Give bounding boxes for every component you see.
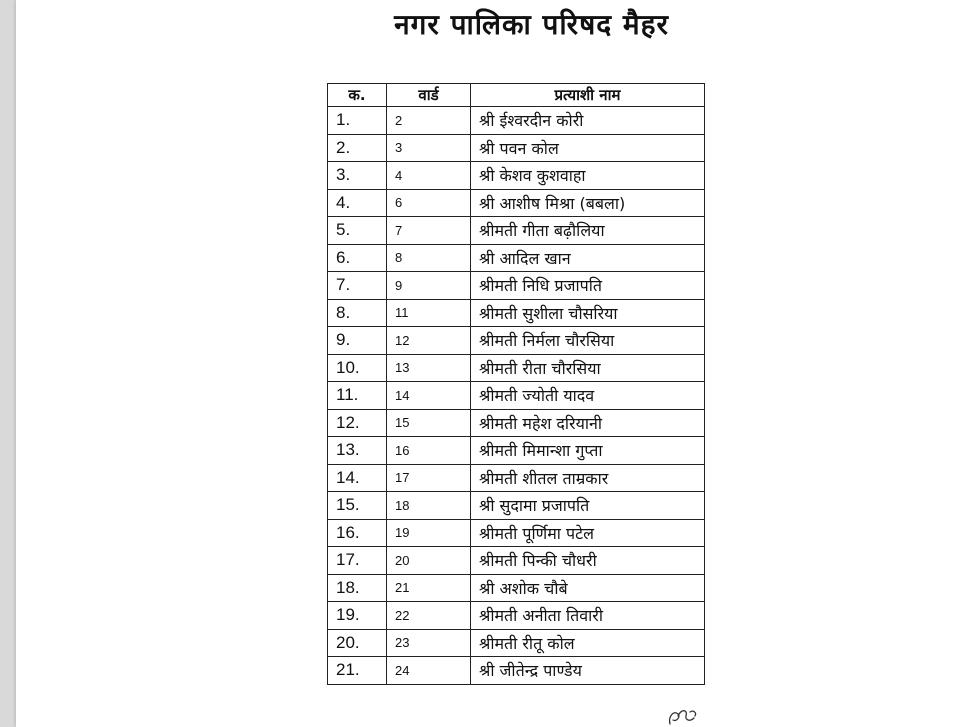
- table-row: [328, 629, 705, 657]
- header-candidate-name: प्रत्याशी नाम: [471, 84, 705, 107]
- table-row: [328, 574, 705, 602]
- row-ward: 18: [387, 492, 471, 520]
- table-row: [328, 272, 705, 300]
- row-serial: 8.: [328, 299, 387, 327]
- row-candidate-name: श्रीमती अनीता तिवारी: [471, 602, 705, 630]
- row-serial: 15.: [328, 492, 387, 520]
- row-ward: 6: [387, 189, 471, 217]
- table-row: [328, 162, 705, 190]
- row-ward: 15: [387, 409, 471, 437]
- row-ward: 3: [387, 134, 471, 162]
- row-candidate-name: श्रीमती गीता बढ़ौलिया: [471, 217, 705, 245]
- row-ward: 14: [387, 382, 471, 410]
- table-row: [328, 189, 705, 217]
- row-serial: 9.: [328, 327, 387, 355]
- header-ward: वार्ड: [387, 84, 471, 107]
- row-candidate-name: श्रीमती निधि प्रजापति: [471, 272, 705, 300]
- row-candidate-name: श्री सुदामा प्रजापति: [471, 492, 705, 520]
- row-ward: 17: [387, 464, 471, 492]
- row-serial: 5.: [328, 217, 387, 245]
- row-serial: 12.: [328, 409, 387, 437]
- row-ward: 19: [387, 519, 471, 547]
- row-candidate-name: श्रीमती महेश दरियानी: [471, 409, 705, 437]
- row-serial: 7.: [328, 272, 387, 300]
- table-row: [328, 299, 705, 327]
- table-row: [328, 602, 705, 630]
- row-ward: 11: [387, 299, 471, 327]
- row-serial: 19.: [328, 602, 387, 630]
- row-ward: 13: [387, 354, 471, 382]
- row-serial: 17.: [328, 547, 387, 575]
- row-serial: 3.: [328, 162, 387, 190]
- row-ward: 7: [387, 217, 471, 245]
- signature-mark: [664, 702, 704, 727]
- row-ward: 20: [387, 547, 471, 575]
- row-candidate-name: श्री आशीष मिश्रा (बबला): [471, 189, 705, 217]
- row-candidate-name: श्री अशोक चौबे: [471, 574, 705, 602]
- row-serial: 13.: [328, 437, 387, 465]
- row-serial: 20.: [328, 629, 387, 657]
- row-candidate-name: श्रीमती रीतू कोल: [471, 629, 705, 657]
- table-row: [328, 107, 705, 135]
- header-serial: क.: [328, 84, 387, 107]
- row-candidate-name: श्रीमती निर्मला चौरसिया: [471, 327, 705, 355]
- row-ward: 16: [387, 437, 471, 465]
- row-serial: 4.: [328, 189, 387, 217]
- row-candidate-name: श्रीमती पूर्णिमा पटेल: [471, 519, 705, 547]
- table-row: [328, 134, 705, 162]
- table-row: [328, 519, 705, 547]
- row-ward: 21: [387, 574, 471, 602]
- row-ward: 8: [387, 244, 471, 272]
- table-row: [328, 327, 705, 355]
- row-candidate-name: श्रीमती ज्योती यादव: [471, 382, 705, 410]
- row-serial: 1.: [328, 107, 387, 135]
- document-title: नगर पालिका परिषद मैहर: [394, 8, 669, 41]
- table-row: [328, 464, 705, 492]
- row-ward: 2: [387, 107, 471, 135]
- table-row: [328, 492, 705, 520]
- row-candidate-name: श्रीमती शीतल ताम्रकार: [471, 464, 705, 492]
- row-ward: 23: [387, 629, 471, 657]
- row-candidate-name: श्री केशव कुशवाहा: [471, 162, 705, 190]
- table-row: [328, 382, 705, 410]
- row-serial: 18.: [328, 574, 387, 602]
- row-candidate-name: श्रीमती पिन्की चौधरी: [471, 547, 705, 575]
- row-serial: 21.: [328, 657, 387, 685]
- row-candidate-name: श्री पवन कोल: [471, 134, 705, 162]
- table-row: [328, 244, 705, 272]
- row-candidate-name: श्रीमती रीता चौरसिया: [471, 354, 705, 382]
- table-row: [328, 217, 705, 245]
- row-ward: 22: [387, 602, 471, 630]
- row-candidate-name: श्रीमती मिमान्शा गुप्ता: [471, 437, 705, 465]
- table-row: [328, 409, 705, 437]
- table-header-row: [328, 84, 705, 107]
- row-serial: 16.: [328, 519, 387, 547]
- table-body: [328, 107, 705, 685]
- row-ward: 9: [387, 272, 471, 300]
- row-ward: 12: [387, 327, 471, 355]
- row-serial: 10.: [328, 354, 387, 382]
- candidates-table: [327, 83, 705, 685]
- table-row: [328, 354, 705, 382]
- row-candidate-name: श्री आदिल खान: [471, 244, 705, 272]
- table-row: [328, 657, 705, 685]
- row-candidate-name: श्रीमती सुशीला चौसरिया: [471, 299, 705, 327]
- table-row: [328, 547, 705, 575]
- row-candidate-name: श्री जीतेन्द्र पाण्डेय: [471, 657, 705, 685]
- row-serial: 6.: [328, 244, 387, 272]
- table-row: [328, 437, 705, 465]
- row-ward: 4: [387, 162, 471, 190]
- row-ward: 24: [387, 657, 471, 685]
- row-serial: 14.: [328, 464, 387, 492]
- document-page: [16, 0, 970, 727]
- row-candidate-name: श्री ईश्वरदीन कोरी: [471, 107, 705, 135]
- row-serial: 2.: [328, 134, 387, 162]
- row-serial: 11.: [328, 382, 387, 410]
